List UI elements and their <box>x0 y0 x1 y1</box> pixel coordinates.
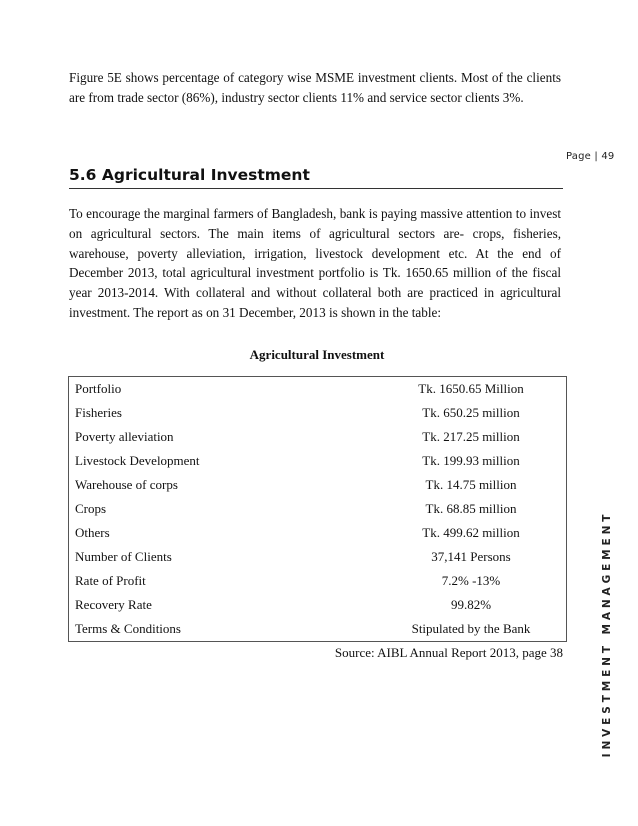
row-value: Tk. 217.25 million <box>422 429 520 444</box>
table-source: Source: AIBL Annual Report 2013, page 38 <box>334 645 563 660</box>
table-row <box>69 545 567 569</box>
row-value: Tk. 499.62 million <box>422 525 520 540</box>
table-caption: Agricultural Investment <box>249 347 385 362</box>
table-row <box>69 569 567 593</box>
table-row <box>69 521 567 545</box>
row-value: 37,141 Persons <box>431 549 511 564</box>
table-row <box>69 473 567 497</box>
row-value: Tk. 68.85 million <box>425 501 517 516</box>
row-label: Livestock Development <box>75 453 200 468</box>
intro-paragraph: Figure 5E shows percentage of category wise MSME investment clients. Most of the clients are from trade sector (86%), industry sector clients 11% and service sector clients 3%. <box>69 70 561 105</box>
row-value: Tk. 1650.65 Million <box>418 381 524 396</box>
row-label: Terms & Conditions <box>75 621 181 636</box>
row-label: Number of Clients <box>75 549 172 564</box>
row-label: Fisheries <box>75 405 122 420</box>
section-title: 5.6 Agricultural Investment <box>69 164 563 189</box>
row-value: Tk. 14.75 million <box>425 477 517 492</box>
table-row <box>69 593 567 617</box>
row-label: Rate of Profit <box>75 573 146 588</box>
table-row <box>69 425 567 449</box>
row-value: 7.2% -13% <box>441 573 501 588</box>
row-value: Stipulated by the Bank <box>411 621 531 636</box>
table-row <box>69 449 567 473</box>
table-row <box>69 401 567 425</box>
row-label: Portfolio <box>75 381 122 396</box>
row-label: Recovery Rate <box>75 597 152 612</box>
row-value: Tk. 199.93 million <box>422 453 520 468</box>
row-label: Warehouse of corps <box>75 477 178 492</box>
page-number: Page | 49 <box>566 151 615 162</box>
table-row <box>69 497 567 521</box>
agricultural-investment-table <box>68 376 567 642</box>
side-chapter-label: INVESTMENT MANAGEMENT <box>601 510 613 758</box>
row-label: Others <box>75 525 110 540</box>
table-row <box>69 377 567 402</box>
section-body: To encourage the marginal farmers of Bangladesh, bank is paying massive attention to invest on agricultural sectors. The main items of agricultural sectors are- crops, fisheries, warehouse, poverty alleviation, irrigation, livestock development etc. At the end of December 2013, total agricultural investment portfolio is Tk. 1650.65 million of the fiscal year 2013-2014. With collateral and without collateral both are practiced in agricultural investment. The report as on 31 December, 2013 is shown in the table: <box>69 206 561 320</box>
row-label: Poverty alleviation <box>75 429 174 444</box>
row-label: Crops <box>75 501 107 516</box>
row-value: 99.82% <box>450 597 492 612</box>
row-value: Tk. 650.25 million <box>422 405 520 420</box>
table-row <box>69 617 567 642</box>
